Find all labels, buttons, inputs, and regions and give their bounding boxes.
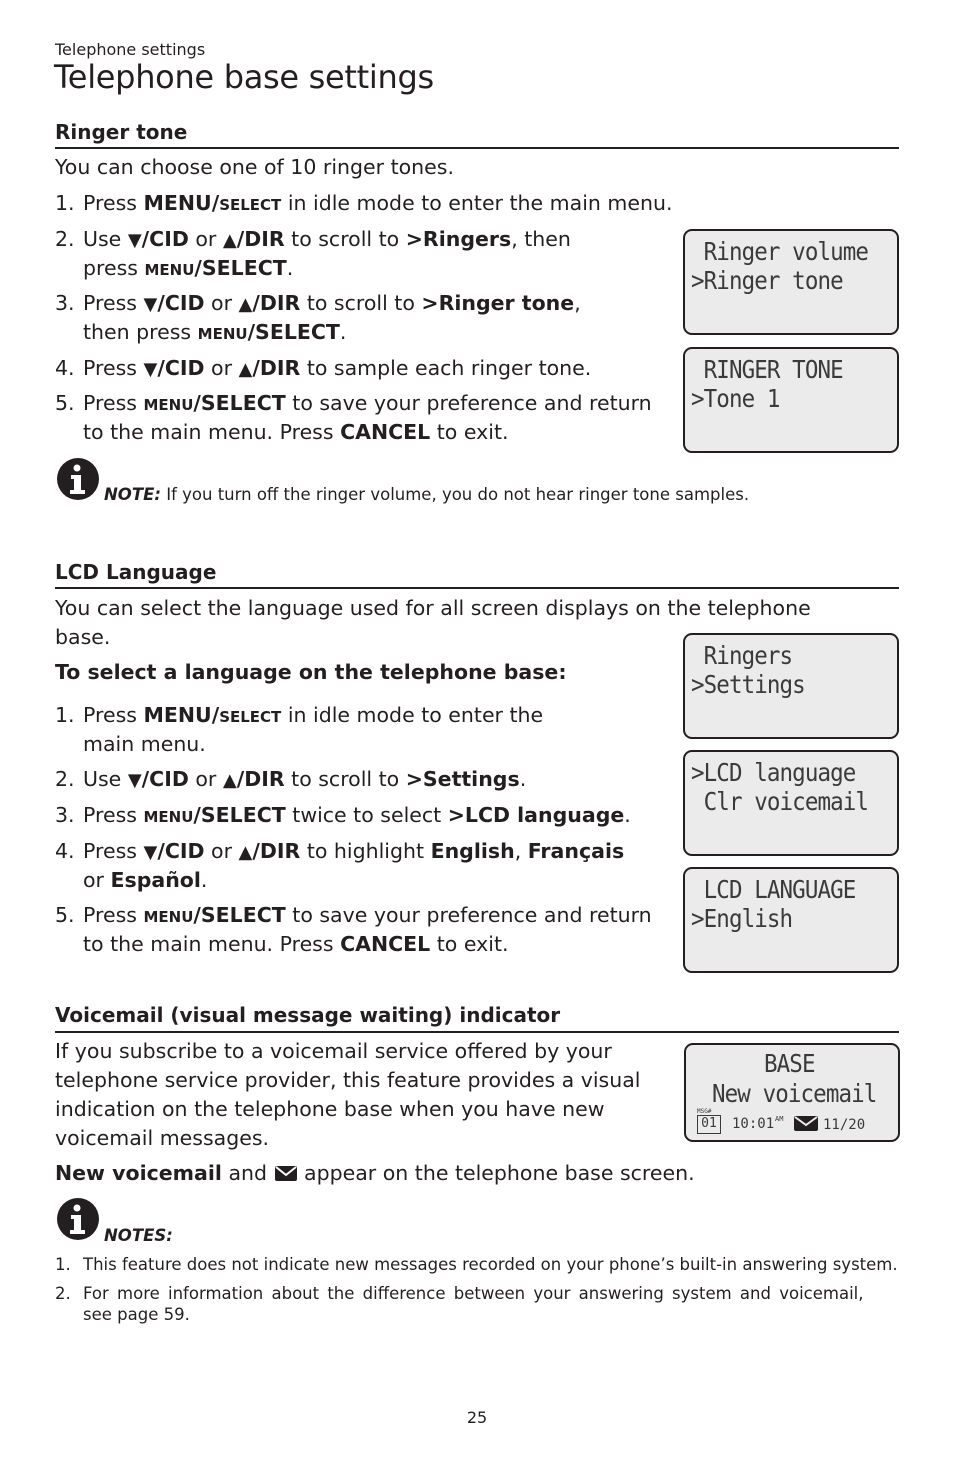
up-arrow-icon: ▲ xyxy=(238,359,253,380)
lcd-intro-line2: base. xyxy=(55,625,111,649)
lcd-screen-ringer-tone: RINGER TONE >Tone 1 xyxy=(683,347,899,453)
section-heading-voicemail: Voicemail (visual message waiting) indicator xyxy=(55,1003,561,1027)
up-arrow-icon: ▲ xyxy=(238,294,253,315)
clock-time: 10:01 xyxy=(732,1116,775,1132)
voicemail-icon xyxy=(793,1113,819,1133)
section-rule xyxy=(55,587,899,589)
down-arrow-icon: ▼ xyxy=(127,770,142,791)
page-number: 25 xyxy=(466,1408,488,1427)
up-arrow-icon: ▲ xyxy=(222,230,237,251)
voicemail-appear-line: New voicemail and appear on the telephone base screen. xyxy=(55,1161,695,1185)
down-arrow-icon: ▼ xyxy=(143,842,158,863)
voicemail-para-line4: voicemail messages. xyxy=(55,1126,270,1150)
lcd-subheading: To select a language on the telephone base: xyxy=(55,660,567,684)
lcd-screen-english: LCD LANGUAGE >English xyxy=(683,867,899,973)
voicemail-para-line2: telephone service provider, this feature provides a visual xyxy=(55,1068,641,1092)
breadcrumb: Telephone settings xyxy=(55,40,206,59)
section-rule xyxy=(55,147,899,149)
clock-ampm: AM xyxy=(775,1115,784,1123)
lcd-screen-ringer-volume: Ringer volume >Ringer tone xyxy=(683,229,899,335)
up-arrow-icon: ▲ xyxy=(238,842,253,863)
lcd-screen-lcd-language-menu: >LCD language Clr voicemail xyxy=(683,750,899,856)
voicemail-icon xyxy=(274,1163,298,1183)
page-title: Telephone base settings xyxy=(54,58,434,96)
lcd-intro-line1: You can select the language used for all screen displays on the telephone xyxy=(55,596,811,620)
down-arrow-icon: ▼ xyxy=(143,294,158,315)
msg-number-label: MSG# xyxy=(697,1108,712,1115)
ringer-intro: You can choose one of 10 ringer tones. xyxy=(55,155,454,179)
up-arrow-icon: ▲ xyxy=(222,770,237,791)
lcd-screen-base-voicemail: BASE New voicemail MSG# 01 10:01 AM 11/20 xyxy=(684,1043,900,1142)
ringer-note: NOTE: If you turn off the ringer volume, you do not hear ringer tone samples. xyxy=(104,485,750,504)
notes-label: NOTES: xyxy=(104,1226,173,1245)
section-heading-ringer-tone: Ringer tone xyxy=(55,120,188,144)
clock-date: 11/20 xyxy=(823,1117,866,1133)
section-rule xyxy=(55,1031,899,1033)
msg-number: 01 xyxy=(697,1115,721,1134)
voicemail-para-line1: If you subscribe to a voicemail service offered by your xyxy=(55,1039,612,1063)
voicemail-para-line3: indication on the telephone base when you have new xyxy=(55,1097,605,1121)
info-icon xyxy=(56,457,100,501)
lcd-screen-ringers-settings: Ringers >Settings xyxy=(683,633,899,739)
down-arrow-icon: ▼ xyxy=(127,230,142,251)
section-heading-lcd-language: LCD Language xyxy=(55,560,217,584)
info-icon xyxy=(56,1197,100,1241)
down-arrow-icon: ▼ xyxy=(143,359,158,380)
